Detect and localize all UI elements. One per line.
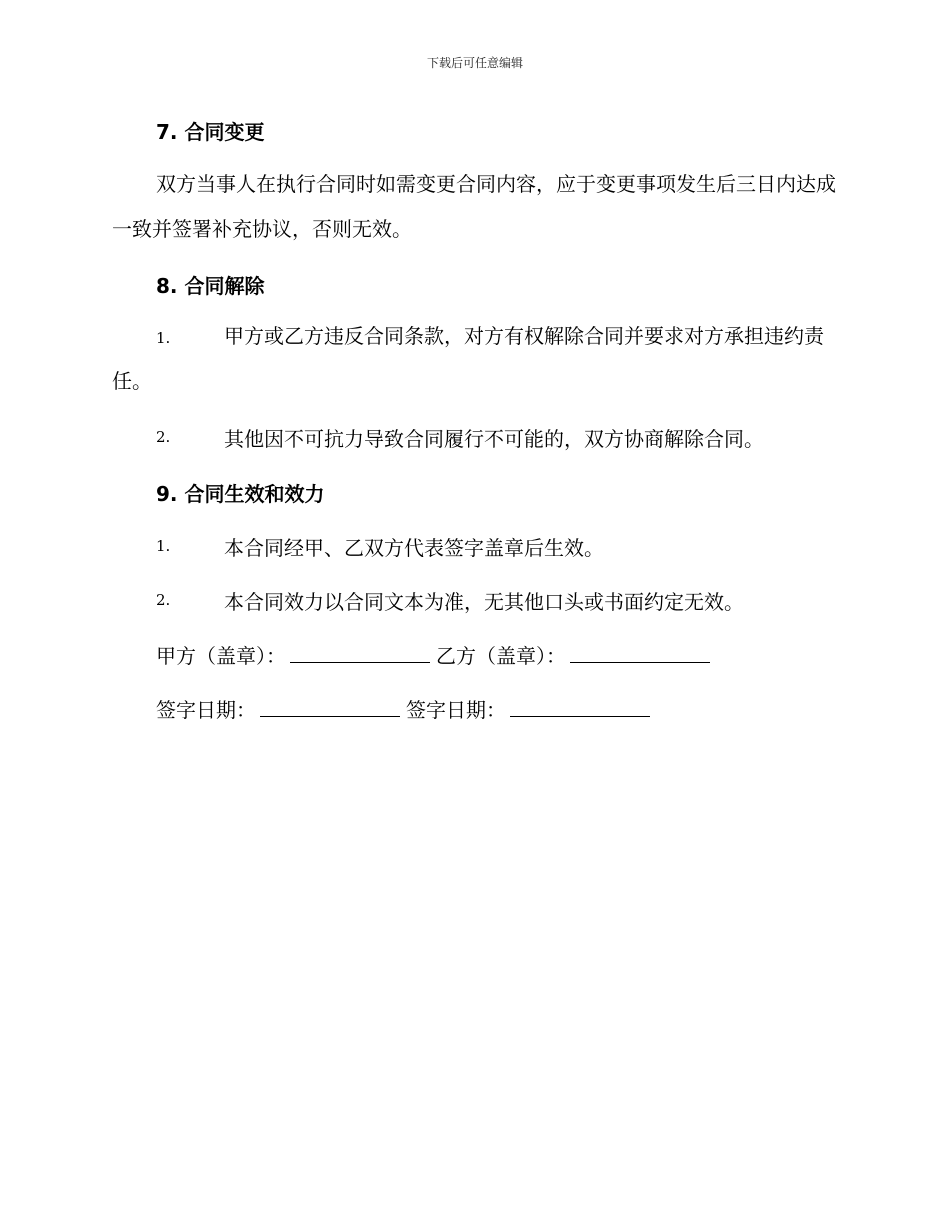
party-b-seal-label: 乙方（盖章）： [436, 644, 566, 668]
section-9-item-2-text: 本合同效力以合同文本为准，无其他口头或书面约定无效。 [224, 590, 744, 614]
party-a-date-blank[interactable] [260, 698, 400, 717]
section-9-item-1-text: 本合同经甲、乙双方代表签字盖章后生效。 [224, 536, 604, 560]
party-a-seal-blank[interactable] [290, 644, 430, 663]
section-8-item-1-number: 1. [156, 329, 171, 347]
section-8-item-1-text: 甲方或乙方违反合同条款，对方有权解除合同并要求对方承担违约责任。 [112, 324, 824, 393]
party-b-seal-blank[interactable] [570, 644, 710, 663]
party-a-date-label: 签字日期： [156, 698, 256, 722]
section-8-item-1 [112, 314, 842, 404]
section-9-title: 9. 合同生效和效力 [156, 482, 325, 506]
section-7-paragraph: 双方当事人在执行合同时如需变更合同内容，应于变更事项发生后三日内达成一致并签署补充协议，否则无效。 [112, 172, 836, 241]
section-8-item-2-text: 其他因不可抗力导致合同履行不可能的，双方协商解除合同。 [224, 427, 764, 451]
section-8-title: 8. 合同解除 [156, 274, 265, 298]
section-9-item-2-number: 2. [156, 591, 171, 609]
signature-row-date [156, 694, 656, 723]
section-7-title: 7. 合同变更 [156, 120, 265, 144]
party-a-seal-label: 甲方（盖章）： [156, 644, 286, 668]
page-header: 下载后可任意编辑 [426, 56, 523, 70]
signature-row-seal [156, 640, 716, 669]
section-9-item-1-number: 1. [156, 537, 171, 555]
party-b-date-label: 签字日期： [406, 698, 506, 722]
section-8-item-2-number: 2. [156, 428, 171, 446]
party-b-date-blank[interactable] [510, 698, 650, 717]
